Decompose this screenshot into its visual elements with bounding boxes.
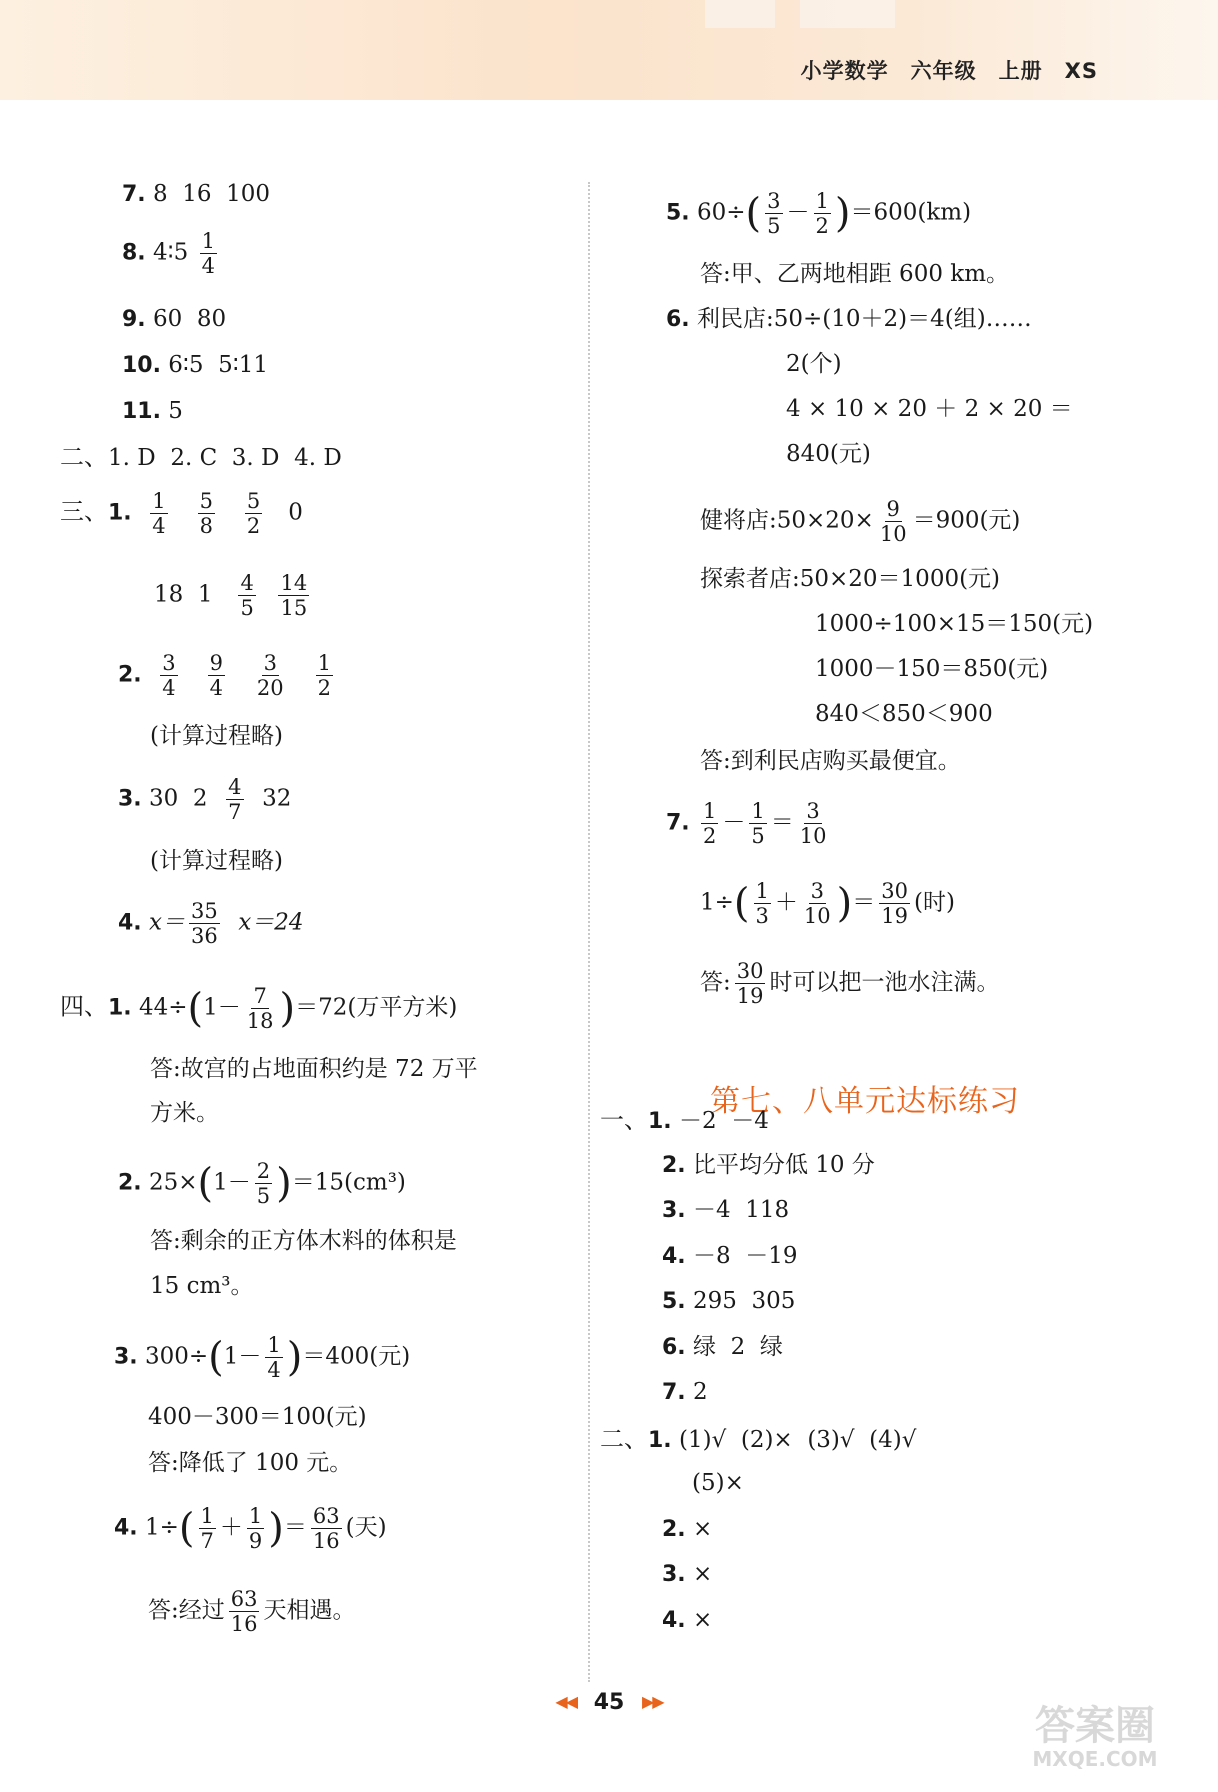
si-4-answer: 答:经过 $\frac{63}{16}$ 天相遇。 (148, 1587, 356, 1637)
section-er-answers: 二、1. D 2. C 3. D 4. D (60, 443, 342, 471)
header-subject: 小学数学 (800, 59, 889, 83)
unit-er-answer-1b: (5)× (692, 1470, 744, 1496)
right-answer-6e: 健将店:50×20× $\frac{9}{10}$ ＝900(元) (700, 497, 1021, 547)
section-san-3: 3. 30 2 $\frac{4}{7}$ 32 (118, 775, 292, 825)
unit-answer-3: 3. －4 118 (662, 1197, 790, 1223)
unit-er-answer-3: 3. × (662, 1561, 713, 1587)
answer-8: 8. 4∶5 $\frac{1}{4}$ (122, 229, 215, 279)
section-san-4: 4. x＝ $\frac{35}{36}$ x＝24 (118, 899, 304, 949)
right-answer-7-conclusion: 答: $\frac{30}{19}$ 时可以把一池水注满。 (700, 959, 1000, 1009)
prev-page-arrows: ◀◀ (555, 1692, 577, 1711)
unit-answer-6: 6. 绿 2 绿 (662, 1334, 783, 1360)
section-si-3: 3. 300÷(1－ $\frac{1}{4}$ )＝400(元) (114, 1333, 411, 1383)
right-answer-6f: 探索者店:50×20＝1000(元) (700, 566, 1001, 592)
si-2-answer-line2: 15 cm³。 (150, 1273, 254, 1299)
right-answer-5: 5. 60÷( $\frac{3}{5}$ － $\frac{1}{2}$ )＝600(km) (666, 189, 972, 239)
answer-9: 9. 60 80 (122, 306, 227, 332)
section-san-1b: 18 1 $\frac{4}{5}$ $\frac{14}{15}$ (154, 571, 308, 621)
section-title: 第七、八单元达标练习 (710, 1084, 1020, 1119)
right-answer-6d: 840(元) (786, 441, 871, 467)
si-1-answer-line2: 方米。 (150, 1100, 219, 1126)
right-answer-6: 6. 利民店:50÷(10＋2)＝4(组)…… (666, 306, 1032, 332)
right-answer-6-conclusion: 答:到利民店购买最便宜。 (700, 748, 961, 774)
section-si-1: 四、1. 44÷(1－ $\frac{7}{18}$ )＝72(万平方米) (60, 984, 458, 1034)
fraction: $\frac{1}{4}$ (201, 229, 215, 279)
header-grade: 六年级 (910, 59, 977, 83)
unit-answer-5: 5. 295 305 (662, 1288, 796, 1314)
si-1-answer-line1: 答:故宫的占地面积约是 72 万平 (150, 1056, 478, 1082)
right-answer-7b: 1÷( $\frac{1}{3}$ ＋ $\frac{3}{10}$ )＝ $\frac{30}{19}$ (时) (700, 879, 955, 929)
header-title (779, 55, 1098, 85)
header-volume: 上册 (998, 59, 1043, 83)
unit-answer-7: 7. 2 (662, 1379, 708, 1405)
right-answer-7: 7. $\frac{1}{2}$ － $\frac{1}{5}$ ＝ $\frac{3}{10}$ (666, 799, 827, 849)
section-si-4: 4. 1÷( $\frac{1}{7}$ ＋ $\frac{1}{9}$ )＝ $\frac{63}{16}$ (天) (114, 1504, 387, 1554)
next-page-arrows: ▶▶ (641, 1692, 663, 1711)
section-san-1: 三、1. $\frac{1}{4}$ $\frac{5}{8}$ $\frac{5}{2}$ 0 (60, 489, 303, 539)
right-answer-6b: 2(个) (786, 351, 842, 377)
unit-answer-4: 4. －8 －19 (662, 1243, 798, 1269)
watermark-logo: 答案圈 MXQE.COM (1032, 1703, 1158, 1771)
column-divider (588, 182, 590, 1682)
unit-answer-2: 2. 比平均分低 10 分 (662, 1152, 875, 1178)
right-answer-5-conclusion: 答:甲、乙两地相距 600 km。 (700, 261, 1010, 287)
right-answer-6g: 1000÷100×15＝150(元) (815, 611, 1094, 637)
unit-er-answer-1: 二、1. (1)√ (2)× (3)√ (4)√ (600, 1425, 917, 1453)
header-band (0, 0, 1218, 100)
answer-11: 11. 5 (122, 398, 183, 424)
page-number: 45 (593, 1690, 625, 1715)
answer-7: 7. 8 16 100 (122, 181, 271, 207)
si-3-step2: 400－300＝100(元) (148, 1404, 367, 1430)
san-3-note: (计算过程略) (150, 848, 283, 874)
right-answer-6i: 840＜850＜900 (815, 701, 993, 727)
right-answer-6h: 1000－150＝850(元) (815, 656, 1049, 682)
header-edition: XS (1064, 59, 1098, 83)
unit-er-answer-2: 2. × (662, 1516, 713, 1542)
answer-10: 10. 6∶5 5∶11 (122, 352, 269, 378)
si-2-answer-line1: 答:剩余的正方体木料的体积是 (150, 1228, 457, 1254)
right-answer-6c: 4 × 10 × 20 ＋ 2 × 20 ＝ (786, 396, 1073, 422)
si-3-answer: 答:降低了 100 元。 (148, 1450, 353, 1476)
unit-er-answer-4: 4. × (662, 1607, 713, 1633)
san-2-note: (计算过程略) (150, 723, 283, 749)
unit-answer-1: 一、1. －2 －4 (600, 1106, 769, 1134)
section-si-2: 2. 25×(1－ $\frac{2}{5}$ )＝15(cm³) (118, 1159, 406, 1209)
section-san-2: 2. $\frac{3}{4}$ $\frac{9}{4}$ $\frac{3}{20}$ $\frac{1}{2}$ (118, 651, 331, 701)
